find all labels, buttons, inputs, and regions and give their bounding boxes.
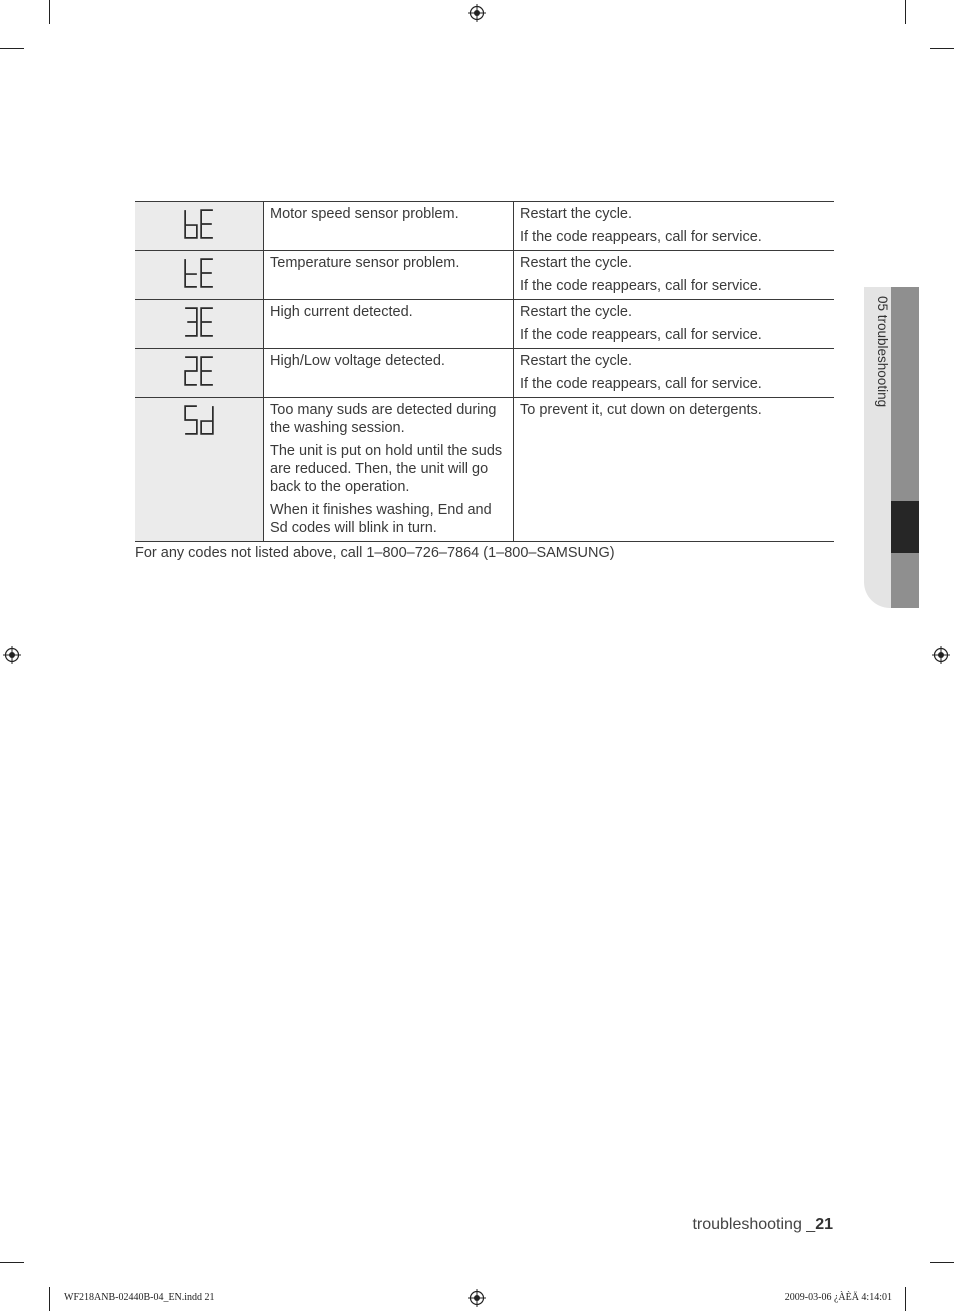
seven-segment-code-icon — [183, 404, 215, 436]
cause-text: When it finishes washing, End and Sd codes will blink in turn. — [270, 502, 492, 536]
crop-mark — [0, 1262, 24, 1263]
error-code-cell — [135, 349, 264, 398]
cause-cell — [264, 202, 514, 251]
action-cell — [514, 300, 835, 349]
crop-mark — [0, 48, 24, 49]
cause-cell — [264, 398, 514, 542]
table-row — [135, 349, 834, 398]
registration-mark-icon — [468, 4, 486, 22]
cause-cell — [264, 300, 514, 349]
error-code-cell — [135, 202, 264, 251]
chapter-tab-marker — [891, 501, 919, 553]
seven-segment-code-icon — [183, 257, 215, 289]
registration-mark-icon — [932, 646, 950, 664]
action-text: If the code reappears, call for service. — [520, 376, 762, 392]
table-row — [135, 300, 834, 349]
error-code-table — [135, 201, 834, 542]
error-code-cell — [135, 398, 264, 542]
table-row — [135, 398, 834, 542]
registration-mark-icon — [3, 646, 21, 664]
registration-mark-icon — [468, 1289, 486, 1307]
seven-segment-code-icon — [183, 355, 215, 387]
table-row — [135, 202, 834, 251]
action-text: Restart the cycle. — [520, 255, 633, 271]
seven-segment-code-icon — [183, 306, 215, 338]
print-slug-date: 2009-03-06 ¿ÀÈÄ 4:14:01 — [784, 1292, 892, 1303]
action-text: If the code reappears, call for service. — [520, 229, 762, 245]
cause-text: Motor speed sensor problem. — [270, 206, 459, 222]
action-text: If the code reappears, call for service. — [520, 278, 762, 294]
action-cell — [514, 398, 835, 542]
error-code-cell — [135, 300, 264, 349]
seven-segment-code-icon — [183, 208, 215, 240]
chapter-tab-bar — [891, 287, 919, 608]
cause-cell — [264, 251, 514, 300]
cause-cell — [264, 349, 514, 398]
action-text: Restart the cycle. — [520, 353, 633, 369]
action-text: If the code reappears, call for service. — [520, 327, 762, 343]
cause-text: Temperature sensor problem. — [270, 255, 460, 271]
crop-mark — [49, 1287, 50, 1311]
page-footer — [600, 1216, 833, 1234]
crop-mark — [930, 1262, 954, 1263]
cause-text: The unit is put on hold until the suds are reduced. Then, the unit will go back to the operation. — [270, 443, 503, 495]
page-number: 21 — [815, 1216, 833, 1233]
action-cell — [514, 349, 835, 398]
action-cell — [514, 202, 835, 251]
table-row — [135, 251, 834, 300]
action-text: To prevent it, cut down on detergents. — [520, 402, 762, 418]
action-text: Restart the cycle. — [520, 206, 633, 222]
print-slug-file: WF218ANB-02440B-04_EN.indd 21 — [64, 1292, 215, 1303]
cause-text: High current detected. — [270, 304, 413, 320]
action-cell — [514, 251, 835, 300]
service-footnote: For any codes not listed above, call 1–800–726–7864 (1–800–SAMSUNG) — [135, 545, 615, 561]
error-code-cell — [135, 251, 264, 300]
action-text: Restart the cycle. — [520, 304, 633, 320]
crop-mark — [905, 0, 906, 24]
crop-mark — [930, 48, 954, 49]
chapter-tab-label: 05 troubleshooting — [875, 296, 890, 408]
crop-mark — [49, 0, 50, 24]
cause-text: Too many suds are detected during the washing session. — [270, 402, 497, 436]
crop-mark — [905, 1287, 906, 1311]
cause-text: High/Low voltage detected. — [270, 353, 445, 369]
page-footer-section: troubleshooting _ — [692, 1216, 816, 1233]
